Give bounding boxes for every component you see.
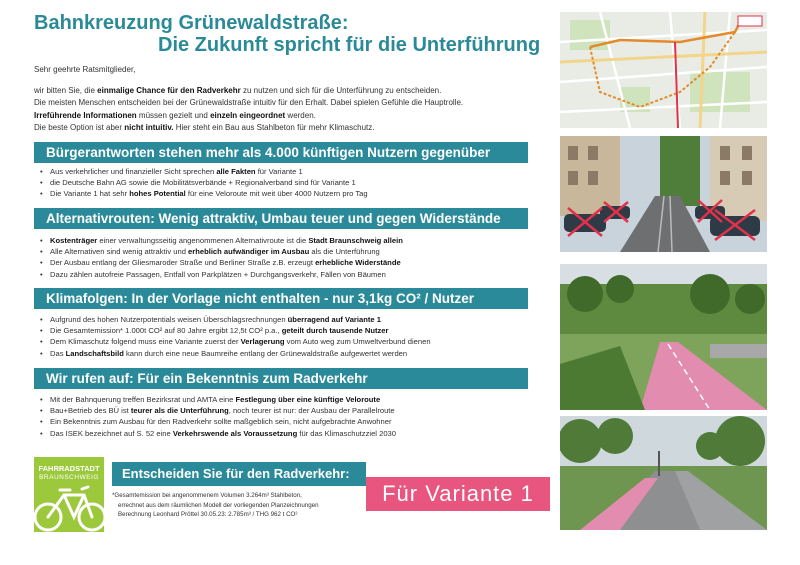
section-bullets-2 <box>50 235 540 280</box>
footnote-line: *Gesamtemission bei angenommenem Volumen 3.264m³ Stahlbeton, <box>112 492 302 499</box>
fahrradstadt-logo: FAHRRADSTADT BRAUNSCHWEIG <box>34 457 104 532</box>
list-item: • Dazu zählen autofreie Passagen, Entfall von Parkplätzen + Durchgangsverkehr, Fällen von Bäumen <box>50 269 540 280</box>
pink-bike-path-photo <box>560 264 767 410</box>
page-title <box>34 12 540 56</box>
bike-lane-street-photo <box>560 416 767 530</box>
list-item: • Das Landschaftsbild kann durch eine neue Baumreihe entlang der Grünewaldstraße aufgewertet werden <box>50 348 540 359</box>
list-item: • Dem Klimaschutz folgend muss eine Variante zuerst der Verlagerung vom Auto weg zum Umweltverbund dienen <box>50 336 540 347</box>
cta-heading: Entscheiden Sie für den Radverkehr: <box>112 462 366 486</box>
map-photo <box>560 12 767 128</box>
list-item: • die Deutsche Bahn AG sowie die Mobilitätsverbände + Regionalverband sind für Variante 1 <box>50 177 540 188</box>
list-item: • Aufgrund des hohen Nutzerpotentials weisen Überschlagsrechnungen überragend auf Variante 1 <box>50 314 540 325</box>
intro-paragraph-3: Irreführende Informationen müssen gezielt und einzeln eingeordnet werden. <box>34 110 316 120</box>
variant-badge: Für Variante 1 <box>366 477 550 511</box>
intro-paragraph-1: wir bitten Sie, die einmalige Chance für den Radverkehr zu nutzen und sich für die Unterführung zu entscheiden. <box>34 85 442 95</box>
list-item: • Mit der Bahnquerung treffen Bezirksrat und AMTA eine Festlegung über eine künftige Veloroute <box>50 394 540 405</box>
section-heading-alternativrouten: Alternativrouten: Wenig attraktiv, Umbau teuer und gegen Widerstände <box>34 208 528 229</box>
list-item: • Kostenträger einer verwaltungsseitig angenommenen Alternativroute ist die Stadt Braunschweig allein <box>50 235 540 246</box>
section-heading-klimafolgen: Klimafolgen: In der Vorlage nicht enthalten - nur 3,1kg CO² / Nutzer <box>34 288 528 309</box>
list-item: • Ein Bekenntnis zum Ausbau für den Radverkehr sollte maßgeblich sein, nicht aufgebrachte Anwohner <box>50 416 540 427</box>
intro-text <box>34 64 534 135</box>
intro-paragraph-2: Die meisten Menschen entscheiden bei der Grünewaldstraße intuitiv für den Erhalt. Dabei spielen Gefühle die Hauptrolle. <box>34 98 464 107</box>
section-bullets-4 <box>50 394 540 439</box>
list-item: • Die Gesamtemission* 1.000t CO² auf 80 Jahre ergibt 12,5t CO² p.a., geteilt durch tausende Nutzer <box>50 325 540 336</box>
greeting: Sehr geehrte Ratsmitglieder, <box>34 65 136 74</box>
section-bullets-3 <box>50 314 540 359</box>
footnote <box>112 491 362 520</box>
footnote-line: Berechnung Leonhard Pröttel 30.05.23: 2.785m³ / THG 962 t CO² <box>118 511 298 518</box>
title-line-1: Bahnkreuzung Grünewaldstraße: <box>34 12 349 34</box>
list-item: • Das ISEK bezeichnet auf S. 52 eine Verkehrswende als Voraussetzung für das Klimaschutzziel 2030 <box>50 428 540 439</box>
section-bullets-1 <box>50 166 540 200</box>
list-item: • Aus verkehrlicher und finanzieller Sicht sprechen alle Fakten für Variante 1 <box>50 166 540 177</box>
list-item: • Bau+Betrieb des BÜ ist teurer als die Unterführung, noch teurer ist nur: der Ausbau der Parallelroute <box>50 405 540 416</box>
section-heading-bürgerantworten: Bürgerantworten stehen mehr als 4.000 künftigen Nutzern gegenüber <box>34 142 528 163</box>
street-crossed-cars-photo <box>560 136 767 252</box>
intro-paragraph-4: Die beste Option ist aber nicht intuitiv. Hier steht ein Bau aus Stahlbeton für mehr Klimaschutz. <box>34 123 375 132</box>
section-heading-wir-rufen-auf: Wir rufen auf: Für ein Bekenntnis zum Radverkehr <box>34 368 528 389</box>
list-item: • Die Variante 1 hat sehr hohes Potential für eine Veloroute mit weit über 4000 Nutzern pro Tag <box>50 188 540 199</box>
list-item: • Der Ausbau entlang der Gliesmaroder Straße und Berliner Straße z.B. erzeugt erhebliche Widerstände <box>50 257 540 268</box>
title-line-2: Die Zukunft spricht für die Unterführung <box>158 34 541 56</box>
footnote-line: errechnet aus dem räumlichen Modell der vorliegenden Planzeichnungen <box>118 501 319 509</box>
list-item: • Alle Alternativen sind wenig attraktiv und erheblich aufwändiger im Ausbau als die Unterführung <box>50 246 540 257</box>
bicycle-icon <box>34 457 104 532</box>
